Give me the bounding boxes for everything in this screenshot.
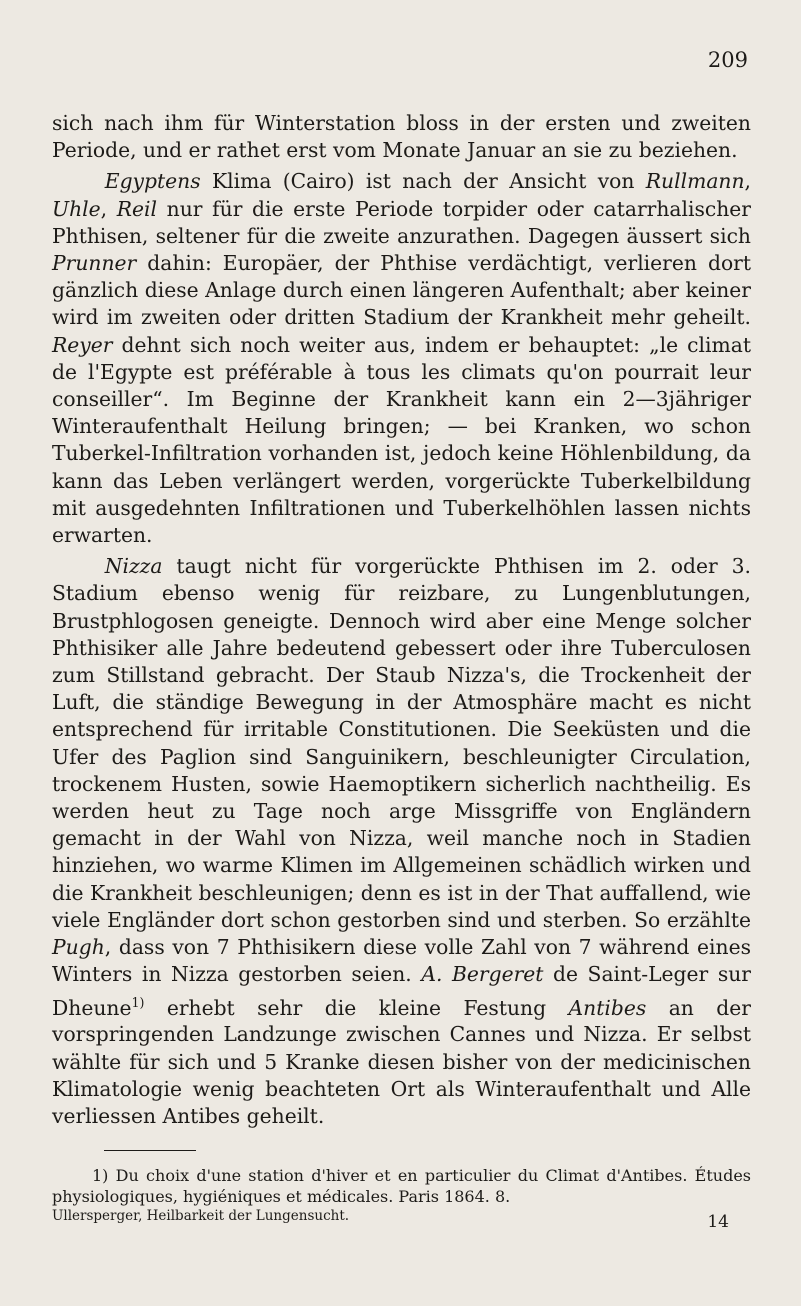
paragraph-nizza <box>52 553 751 1130</box>
text-run: Klima (Cairo) ist nach der Ansicht von <box>200 169 646 194</box>
emphasis-name: Antibes <box>568 995 647 1020</box>
body-text <box>52 110 751 1130</box>
emphasis-name: Reil <box>116 196 158 221</box>
emphasis-name: Nizza <box>104 554 163 579</box>
footnote-divider <box>104 1150 196 1151</box>
footnotes <box>52 1165 751 1233</box>
footnote-marker: 1) <box>131 994 145 1010</box>
emphasis-name: Prunner <box>52 251 137 276</box>
emphasis-name: Uhle <box>52 196 101 221</box>
footnote-1: 1) Du choix d'une station d'hiver et en particulier du Climat d'Antibes. Études physiologiques, hygiéniques et médicales. Paris 1864. 8. <box>52 1166 751 1207</box>
emphasis-name: Pugh <box>52 935 105 960</box>
signature-mark: 14 <box>707 1212 729 1233</box>
text-run: , <box>100 196 117 221</box>
text-run: erhebt sehr die kleine Festung <box>144 995 569 1020</box>
text-run: dehnt sich noch weiter aus, indem er behauptet: „le climat de l'Egypte est préférable à tous les climats qu'on pourrait leur conseiller“. Im Beginne der Krankheit kann ein 2—3jähriger Winteraufenthalt Heilung bringen; — bei Kranken, wo schon Tuberkel-Infiltration vorhanden ist, jedoch keine Höhlenbildung, da kann das Leben verlängert werden, vorgerückte Tuberkelbildung mit ausgedehnten Infiltrationen und Tuberkelhöhlen lassen nichts erwarten. <box>52 332 751 548</box>
emphasis-name: Reyer <box>52 332 113 357</box>
emphasis-name: A. Bergeret <box>421 962 544 987</box>
running-footer <box>52 1207 751 1233</box>
text-run: an der vorspringenden Landzunge zwischen Cannes und Nizza. Er selbst wählte für sich und 5 Kranke diesen bisher von der medicinischen Klimatologie wenig beachteten Ort als Winteraufenthalt und Alle verliessen Antibes geheilt. <box>52 995 751 1129</box>
text-run: nur für die erste Periode torpider oder catarrhalischer Phthisen, seltener für die zweite anzurathen. Dagegen äussert sich <box>52 196 751 248</box>
page-number: 209 <box>707 48 748 72</box>
running-footer-text: Ullersperger, Heilbarkeit der Lungensucht. <box>52 1208 350 1225</box>
paragraph-egyptens <box>52 168 751 549</box>
text-run: sich nach ihm für Winterstation bloss in der ersten und zweiten Periode, und er rathet erst vom Monate Januar an sie zu beziehen. <box>52 111 751 163</box>
emphasis-name: Rullmann <box>645 169 745 194</box>
text-run: dahin: Europäer, der Phthise verdächtigt, verlieren dort gänzlich diese Anlage durch einen längeren Aufenthalt; aber keiner wird im zweiten oder dritten Stadium der Krankheit mehr geheilt. <box>52 251 751 330</box>
text-run: de Saint-Leger sur Dheune <box>52 962 751 1020</box>
text-run: , <box>744 169 751 194</box>
text-run: taugt nicht für vorgerückte Phthisen im 2. oder 3. Stadium ebenso wenig für reizbare, zu Lungenblutungen, Brustphlogosen geneigte. Dennoch wird aber eine Menge solcher Phthisiker alle Jahre bedeutend gebessert oder ihre Tuberculosen zum Stillstand gebracht. Der Staub Nizza's, die Trockenheit der Luft, die ständige Bewegung in der Atmosphäre macht es nicht entsprechend für irritable Constitutionen. Die Seeküsten und die Ufer des Paglion sind Sanguinikern, beschleunigter Circulation, trockenem Husten, sowie Haemoptikern sicherlich nachtheilig. Es werden heut zu Tage noch arge Missgriffe von Engländern gemacht in der Wahl von Nizza, weil manche noch in Stadien hinziehen, wo warme Klimen im Allgemeinen schädlich wirken und die Krankheit beschleunigen; denn es ist in der That auffallend, wie viele Engländer dort schon gestorben sind und sterben. So erzählte <box>52 554 751 932</box>
paragraph-winterstation <box>52 110 751 164</box>
text-run: , dass von 7 Phthisikern diese volle Zahl von 7 während eines Winters in Nizza gestorben seien. <box>52 935 751 987</box>
emphasis-name: Egyptens <box>104 169 201 194</box>
